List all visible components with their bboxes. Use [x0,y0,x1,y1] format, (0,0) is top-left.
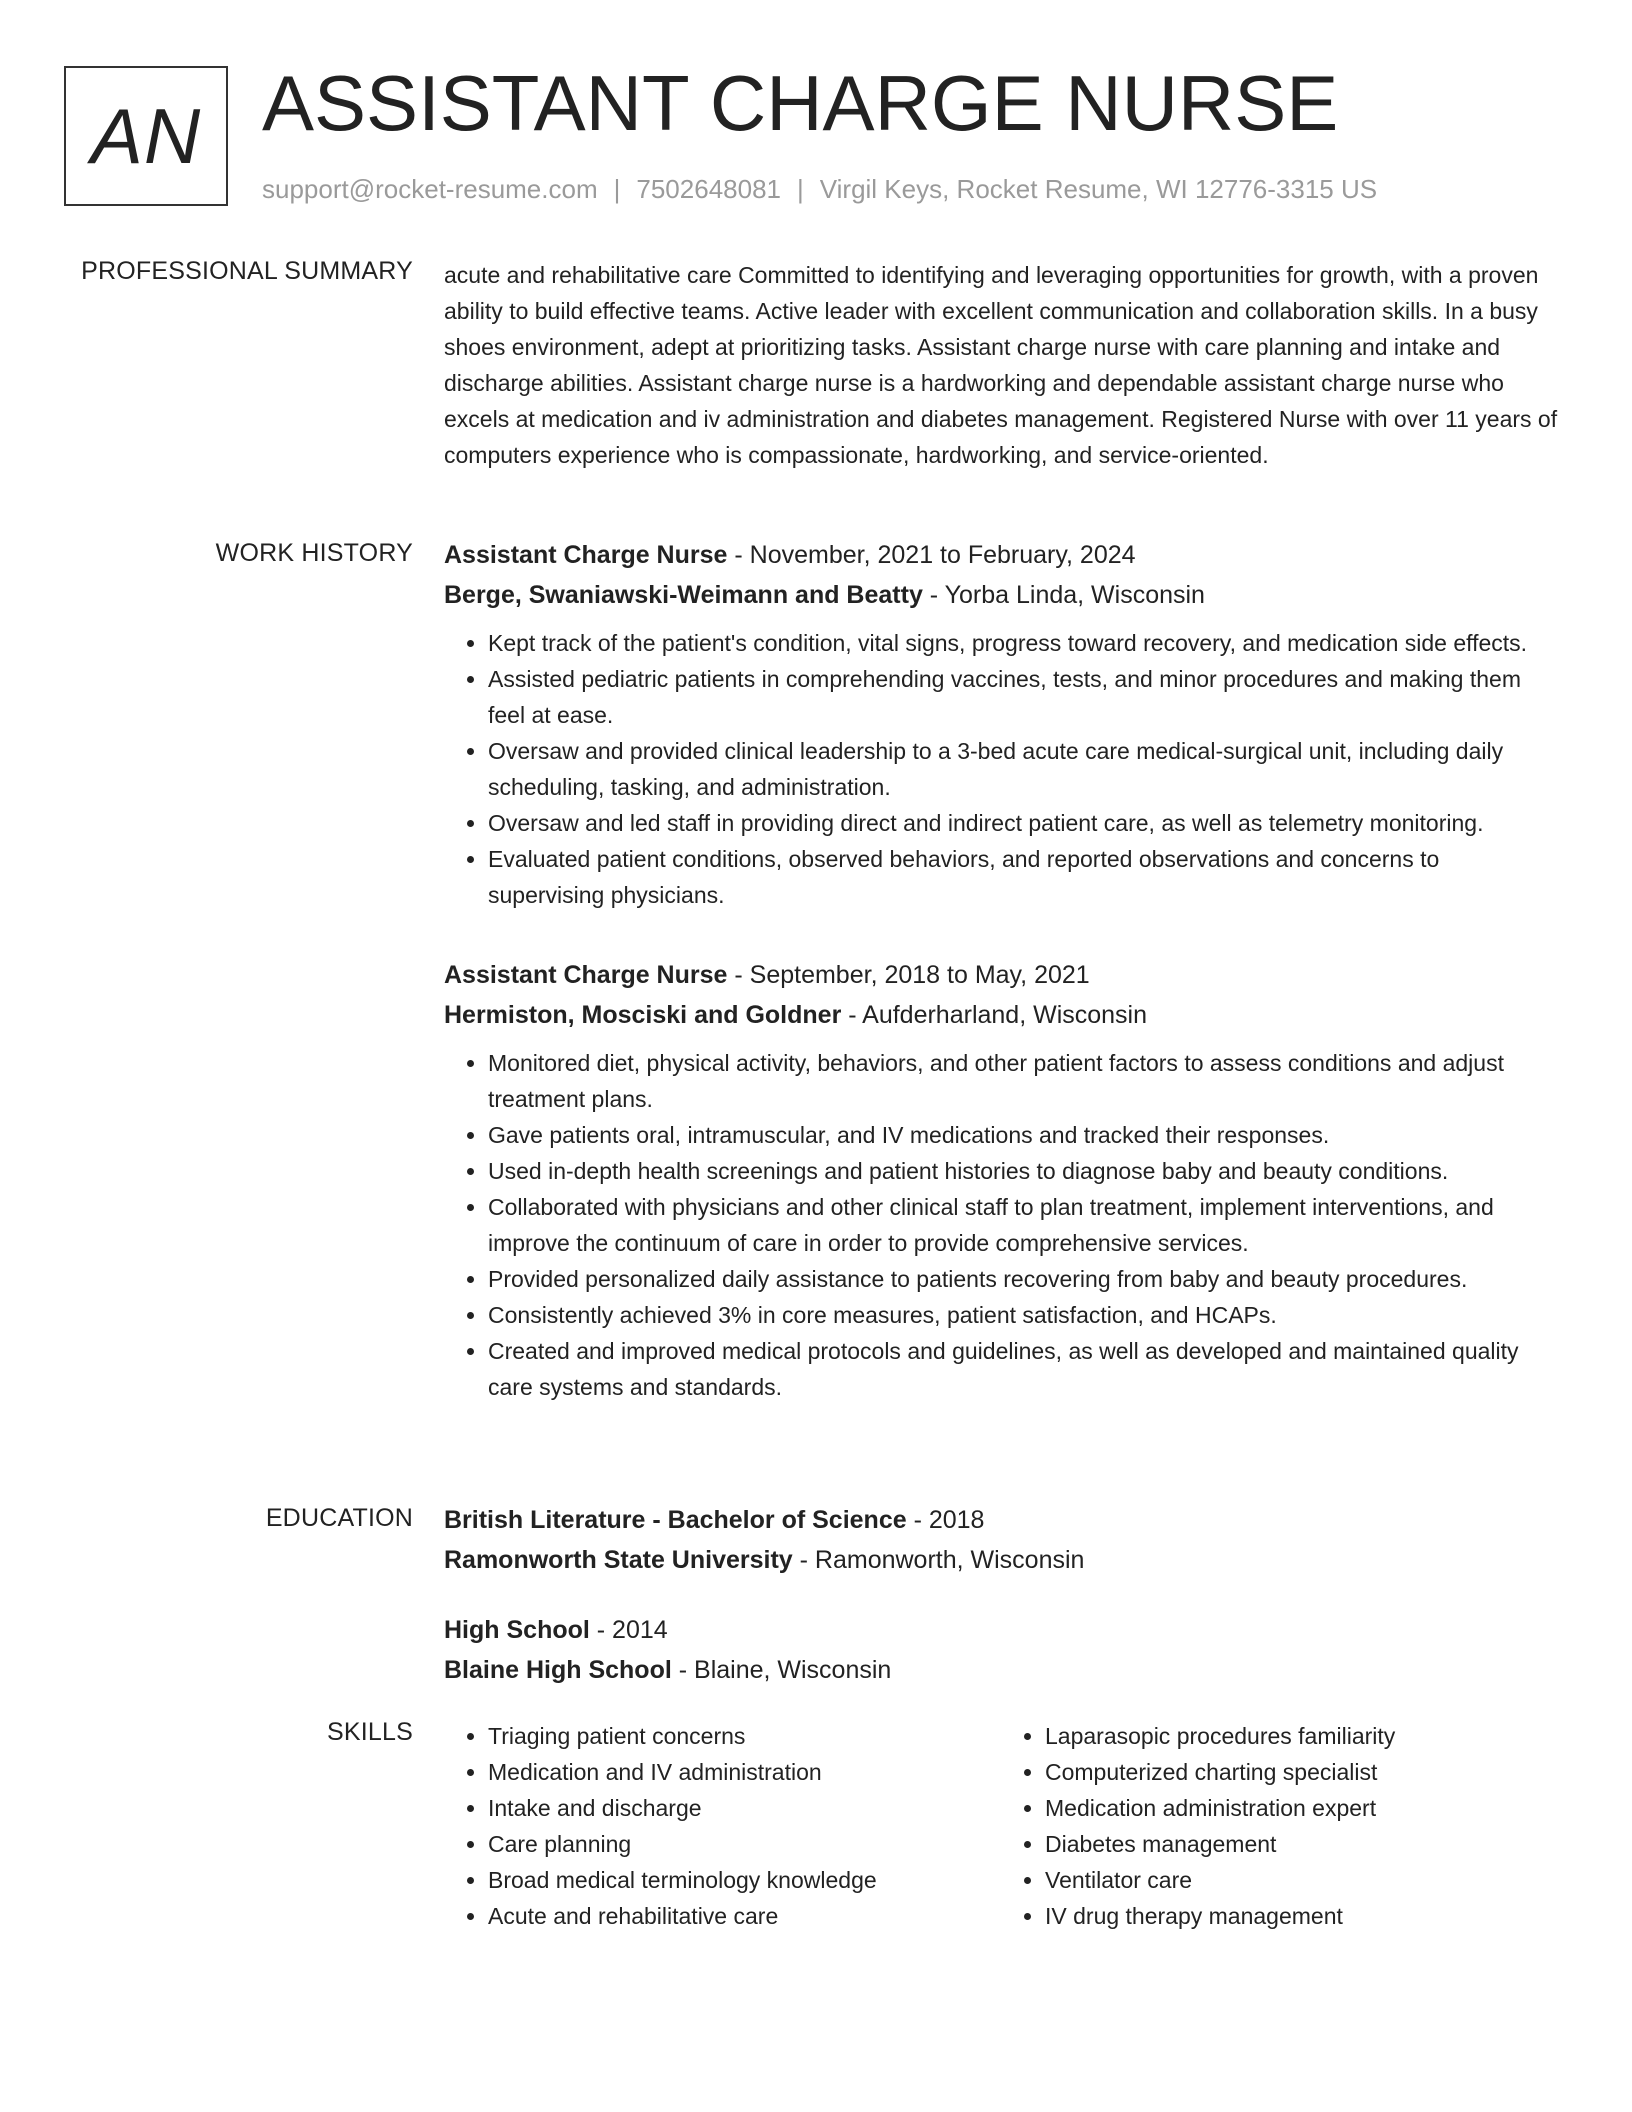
work-history-label: WORK HISTORY [215,539,413,567]
education-label: EDUCATION [265,1504,413,1532]
job-title: Assistant Charge Nurse [444,541,728,569]
summary-label: PROFESSIONAL SUMMARY [81,257,413,285]
education-school-line [444,1650,1558,1690]
education-year: - 2014 [589,1616,668,1644]
skills-list-right [1001,1718,1558,1934]
list-item: • Consistently achieved 3% in core measures, patient satisfaction, and HCAPs. [488,1297,1558,1333]
list-item: • Created and improved medical protocols and guidelines, as well as developed and maintained quality care systems and standards. [488,1333,1558,1405]
job-company: Berge, Swaniawski-Weimann and Beatty [444,581,923,609]
list-item: • Medication administration expert [1045,1790,1558,1826]
job-company: Hermiston, Mosciski and Goldner [444,1001,842,1029]
list-item: • Laparasopic procedures familiarity [1045,1718,1558,1754]
list-item: • IV drug therapy management [1045,1898,1558,1934]
education-year: - 2018 [906,1506,985,1534]
skills-columns [444,1718,1558,1934]
job-title-line [444,535,1558,575]
education-degree-line [444,1500,1558,1540]
list-item: • Acute and rehabilitative care [488,1898,1001,1934]
list-item: • Oversaw and led staff in providing direct and indirect patient care, as well as telemetry monitoring. [488,805,1558,841]
education-degree: British Literature - Bachelor of Science [444,1506,907,1534]
skills-label: SKILLS [327,1718,413,1746]
list-item: • Care planning [488,1826,1001,1862]
list-item: • Computerized charting specialist [1045,1754,1558,1790]
education-school: Blaine High School [444,1656,672,1684]
contact-line [262,174,1377,205]
skills-list-left [444,1718,1001,1934]
list-item: • Intake and discharge [488,1790,1001,1826]
job-entry [444,535,1558,913]
monogram-initials: AN [90,91,202,180]
job-company-line [444,995,1558,1035]
list-item: • Oversaw and provided clinical leadership to a 3-bed acute care medical-surgical unit, including daily scheduling, tasking, and administration. [488,733,1558,805]
education-degree: High School [444,1616,590,1644]
summary-text: acute and rehabilitative care Committed to identifying and leveraging opportunities for growth, with a proven ability to build effective teams. Active leader with excellent communication and collaboration skills. In a busy shoes environment, adept at prioritizing tasks. Assistant charge nurse with care planning and intake and discharge abilities. Assistant charge nurse is a hardworking and dependable assistant charge nurse who excels at medication and iv administration and diabetes management. Registered Nurse with over 11 years of computers experience who is compassionate, hardworking, and service-oriented. [444,262,1558,468]
job-location: - Aufderharland, Wisconsin [841,1001,1148,1029]
list-item: • Broad medical terminology knowledge [488,1862,1001,1898]
list-item: • Triaging patient concerns [488,1718,1001,1754]
job-bullets [444,1045,1558,1405]
list-item: • Ventilator care [1045,1862,1558,1898]
list-item: • Diabetes management [1045,1826,1558,1862]
list-item: • Kept track of the patient's condition, vital signs, progress toward recovery, and medication side effects. [488,625,1558,661]
education-location: - Ramonworth, Wisconsin [792,1546,1085,1574]
contact-email: support@rocket-resume.com [262,174,598,204]
education-school: Ramonworth State University [444,1546,793,1574]
list-item: • Used in-depth health screenings and patient histories to diagnose baby and beauty conditions. [488,1153,1558,1189]
contact-phone: 7502648081 [636,174,781,204]
list-item: • Collaborated with physicians and other clinical staff to plan treatment, implement interventions, and improve the continuum of care in order to provide comprehensive services. [488,1189,1558,1261]
list-item: • Gave patients oral, intramuscular, and IV medications and tracked their responses. [488,1117,1558,1153]
list-item: • Medication and IV administration [488,1754,1001,1790]
list-item: • Assisted pediatric patients in comprehending vaccines, tests, and minor procedures and making them feel at ease. [488,661,1558,733]
job-entry [444,955,1558,1405]
education-location: - Blaine, Wisconsin [671,1656,892,1684]
education-school-line [444,1540,1558,1580]
job-company-line [444,575,1558,615]
contact-separator: | [613,174,621,204]
education-entry [444,1500,1558,1580]
job-dates: - November, 2021 to February, 2024 [727,541,1136,569]
job-dates: - September, 2018 to May, 2021 [727,961,1090,989]
list-item: • Evaluated patient conditions, observed behaviors, and reported observations and concerns to supervising physicians. [488,841,1558,913]
education-entry [444,1610,1558,1690]
job-bullets [444,625,1558,913]
resume-title: ASSISTANT CHARGE NURSE [262,59,1339,147]
education-degree-line [444,1610,1558,1650]
job-title-line [444,955,1558,995]
contact-separator: | [797,174,804,204]
job-location: - Yorba Linda, Wisconsin [922,581,1205,609]
list-item: • Provided personalized daily assistance to patients recovering from baby and beauty procedures. [488,1261,1558,1297]
list-item: • Monitored diet, physical activity, behaviors, and other patient factors to assess conditions and adjust treatment plans. [488,1045,1558,1117]
monogram-badge [64,66,228,206]
contact-address: Virgil Keys, Rocket Resume, WI 12776-3315 US [819,174,1378,204]
job-title: Assistant Charge Nurse [444,961,728,989]
